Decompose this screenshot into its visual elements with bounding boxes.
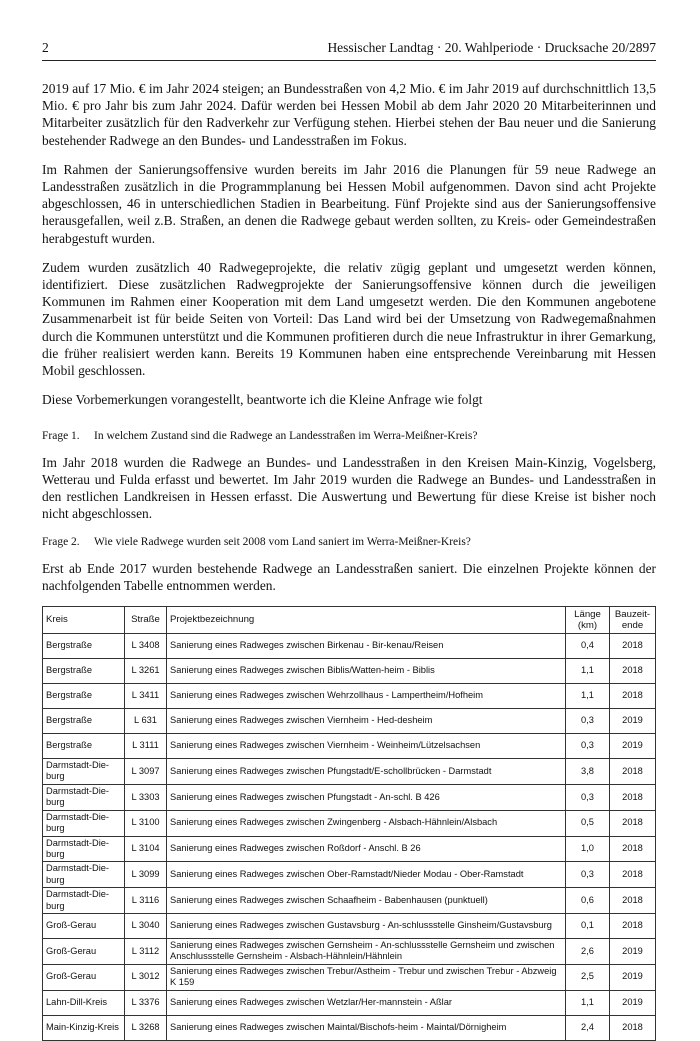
cell-kreis: Bergstraße bbox=[43, 634, 125, 659]
table-header-row bbox=[43, 607, 656, 634]
question-2-label: Frage 2. bbox=[42, 536, 80, 549]
cell-projekt: Sanierung eines Radweges zwischen Birkenau - Bir-kenau/Reisen bbox=[167, 634, 566, 659]
cell-projekt: Sanierung eines Radweges zwischen Pfungstadt - An-schl. B 426 bbox=[167, 784, 566, 810]
cell-kreis: Darmstadt-Die-burg bbox=[43, 862, 125, 888]
document-body bbox=[42, 80, 656, 1041]
cell-bauzeitende: 2018 bbox=[610, 659, 656, 684]
table-row bbox=[43, 709, 656, 734]
cell-kreis: Main-Kinzig-Kreis bbox=[43, 1015, 125, 1040]
cell-strasse: L 3040 bbox=[125, 913, 167, 938]
cell-strasse: L 3411 bbox=[125, 684, 167, 709]
header-strasse: Straße bbox=[125, 607, 167, 634]
cell-bauzeitende: 2018 bbox=[610, 888, 656, 914]
table-row bbox=[43, 990, 656, 1015]
question-1-label: Frage 1. bbox=[42, 430, 80, 443]
cell-strasse: L 631 bbox=[125, 709, 167, 734]
cell-kreis: Groß-Gerau bbox=[43, 964, 125, 990]
paragraph: 2019 auf 17 Mio. € im Jahr 2024 steigen; an Bundesstraßen von 4,2 Mio. € im Jahr 2019 auf durchschnittlich 13,5 Mio. € pro Jahr bis zum Jahr 2024. Dafür werden bei Hessen Mobil ab dem Jahr 2020 20 Mitarbeiterinnen und Mitarbeiter zusätzlich für den Radverkehr zur Verfügung stehen. Hierbei stehen der Bau neuer und die Sanierung bestehender Radwege an den Bundes- und Landesstraßen im Fokus. bbox=[42, 81, 656, 148]
table-row bbox=[43, 810, 656, 836]
cell-laenge: 1,1 bbox=[566, 659, 610, 684]
cell-laenge: 1,1 bbox=[566, 990, 610, 1015]
cell-laenge: 0,3 bbox=[566, 734, 610, 759]
answer-2: Erst ab Ende 2017 wurden bestehende Radwege an Landesstraßen saniert. Die einzelnen Projekte können der nachfolgenden Tabelle entnommen werden. bbox=[42, 560, 656, 593]
cell-kreis: Groß-Gerau bbox=[43, 938, 125, 964]
question-2 bbox=[42, 534, 656, 551]
header-projekt: Projektbezeichnung bbox=[167, 607, 566, 634]
cell-projekt: Sanierung eines Radweges zwischen Trebur/Astheim - Trebur und zwischen Trebur - Abzweig K 159 bbox=[167, 964, 566, 990]
cell-laenge: 0,3 bbox=[566, 862, 610, 888]
answer-1: Im Jahr 2018 wurden die Radwege an Bundes- und Landesstraßen in den Kreisen Main-Kinzig, Vogelsberg, Wetterau und Fulda erfasst und bewertet. Im Jahr 2019 wurden die Radwege an Bundes- und Landesstraßen in den restlichen Landkreisen in Hessen erfasst. Die Auswertung und Bewertung für diese Kreise ist bisher noch nicht abgeschlossen. bbox=[42, 454, 656, 522]
table-row bbox=[43, 964, 656, 990]
cell-bauzeitende: 2019 bbox=[610, 990, 656, 1015]
cell-bauzeitende: 2019 bbox=[610, 734, 656, 759]
cell-projekt: Sanierung eines Radweges zwischen Zwingenberg - Alsbach-Hähnlein/Alsbach bbox=[167, 810, 566, 836]
table-row bbox=[43, 836, 656, 862]
cell-laenge: 0,3 bbox=[566, 784, 610, 810]
cell-bauzeitende: 2018 bbox=[610, 810, 656, 836]
cell-bauzeitende: 2019 bbox=[610, 709, 656, 734]
cell-laenge: 0,1 bbox=[566, 913, 610, 938]
cell-strasse: L 3100 bbox=[125, 810, 167, 836]
cell-projekt: Sanierung eines Radweges zwischen Wehrzollhaus - Lampertheim/Hofheim bbox=[167, 684, 566, 709]
cell-projekt: Sanierung eines Radweges zwischen Schaafheim - Babenhausen (punktuell) bbox=[167, 888, 566, 914]
cell-kreis: Groß-Gerau bbox=[43, 913, 125, 938]
cell-projekt: Sanierung eines Radweges zwischen Viernheim - Weinheim/Lützelsachsen bbox=[167, 734, 566, 759]
cell-bauzeitende: 2018 bbox=[610, 684, 656, 709]
cell-projekt: Sanierung eines Radweges zwischen Viernheim - Hed-desheim bbox=[167, 709, 566, 734]
header-bauzeitende: Bauzeit-ende bbox=[610, 607, 656, 634]
cell-kreis: Bergstraße bbox=[43, 734, 125, 759]
header-laenge: Länge (km) bbox=[566, 607, 610, 634]
page-header bbox=[42, 40, 656, 56]
cell-kreis: Darmstadt-Die-burg bbox=[43, 836, 125, 862]
table-row bbox=[43, 913, 656, 938]
header-kreis: Kreis bbox=[43, 607, 125, 634]
cell-kreis: Darmstadt-Die-burg bbox=[43, 784, 125, 810]
cell-kreis: Darmstadt-Die-burg bbox=[43, 810, 125, 836]
table-row bbox=[43, 862, 656, 888]
cell-laenge: 2,4 bbox=[566, 1015, 610, 1040]
cell-laenge: 1,1 bbox=[566, 684, 610, 709]
cell-laenge: 3,8 bbox=[566, 759, 610, 785]
cell-strasse: L 3261 bbox=[125, 659, 167, 684]
project-table bbox=[42, 606, 656, 1041]
cell-projekt: Sanierung eines Radweges zwischen Maintal/Bischofs-heim - Maintal/Dörnigheim bbox=[167, 1015, 566, 1040]
question-1 bbox=[42, 428, 656, 445]
cell-kreis: Darmstadt-Die-burg bbox=[43, 888, 125, 914]
cell-strasse: L 3376 bbox=[125, 990, 167, 1015]
cell-strasse: L 3268 bbox=[125, 1015, 167, 1040]
cell-strasse: L 3116 bbox=[125, 888, 167, 914]
cell-projekt: Sanierung eines Radweges zwischen Wetzlar/Her-mannstein - Aßlar bbox=[167, 990, 566, 1015]
cell-kreis: Darmstadt-Die-burg bbox=[43, 759, 125, 785]
cell-strasse: L 3112 bbox=[125, 938, 167, 964]
table-row bbox=[43, 938, 656, 964]
cell-bauzeitende: 2018 bbox=[610, 784, 656, 810]
cell-kreis: Bergstraße bbox=[43, 709, 125, 734]
cell-strasse: L 3303 bbox=[125, 784, 167, 810]
header-rule bbox=[42, 60, 656, 61]
document-header-title: Hessischer Landtag · 20. Wahlperiode · Drucksache 20/2897 bbox=[327, 40, 656, 55]
cell-bauzeitende: 2018 bbox=[610, 862, 656, 888]
question-2-text: Wie viele Radwege wurden seit 2008 vom Land saniert im Werra-Meißner-Kreis? bbox=[94, 536, 471, 549]
paragraph: Zudem wurden zusätzlich 40 Radwegeprojekte, die relativ zügig geplant und umgesetzt werden können, identifiziert. Diese zusätzlichen Radwegprojekte der Sanierungsoffensive können durch die jeweiligen Kommunen im Rahmen einer Kooperation mit dem Land umgesetzt werden. Die den Kommunen angebotene Zusammenarbeit ist für beide Seiten von Vorteil: Das Land wird bei der Umsetzung von Radwegemaßnahmen durch die Kommunen unterstützt und die Kommunen profitieren durch die neue Infrastruktur in ihrer Gemarkung, die früher realisiert werden kann. Bereits 19 Kommunen haben eine entsprechende Vereinbarung mit Hessen Mobil geschlossen. bbox=[42, 259, 656, 379]
cell-strasse: L 3012 bbox=[125, 964, 167, 990]
cell-kreis: Bergstraße bbox=[43, 684, 125, 709]
table-row bbox=[43, 684, 656, 709]
cell-bauzeitende: 2018 bbox=[610, 836, 656, 862]
cell-projekt: Sanierung eines Radweges zwischen Gernsheim - An-schlussstelle Gernsheim und zwischen Anschlussstelle Gernsheim - Alsbach-Hähnlein/Hähnlein bbox=[167, 938, 566, 964]
cell-strasse: L 3104 bbox=[125, 836, 167, 862]
cell-kreis: Bergstraße bbox=[43, 659, 125, 684]
table-row bbox=[43, 759, 656, 785]
cell-projekt: Sanierung eines Radweges zwischen Roßdorf - Anschl. B 26 bbox=[167, 836, 566, 862]
cell-projekt: Sanierung eines Radweges zwischen Gustavsburg - An-schlussstelle Ginsheim/Gustavsburg bbox=[167, 913, 566, 938]
table-row bbox=[43, 784, 656, 810]
cell-strasse: L 3097 bbox=[125, 759, 167, 785]
table-row bbox=[43, 1015, 656, 1040]
table-row bbox=[43, 888, 656, 914]
cell-bauzeitende: 2019 bbox=[610, 938, 656, 964]
question-1-text: In welchem Zustand sind die Radwege an Landesstraßen im Werra-Meißner-Kreis? bbox=[94, 430, 478, 443]
cell-laenge: 0,3 bbox=[566, 709, 610, 734]
paragraph: Diese Vorbemerkungen vorangestellt, beantworte ich die Kleine Anfrage wie folgt bbox=[42, 392, 483, 408]
cell-projekt: Sanierung eines Radweges zwischen Pfungstadt/E-schollbrücken - Darmstadt bbox=[167, 759, 566, 785]
cell-projekt: Sanierung eines Radweges zwischen Ober-Ramstadt/Nieder Modau - Ober-Ramstadt bbox=[167, 862, 566, 888]
cell-kreis: Lahn-Dill-Kreis bbox=[43, 990, 125, 1015]
cell-laenge: 2,6 bbox=[566, 938, 610, 964]
cell-bauzeitende: 2018 bbox=[610, 1015, 656, 1040]
cell-bauzeitende: 2018 bbox=[610, 759, 656, 785]
table-row bbox=[43, 734, 656, 759]
cell-bauzeitende: 2019 bbox=[610, 964, 656, 990]
cell-strasse: L 3099 bbox=[125, 862, 167, 888]
cell-laenge: 0,6 bbox=[566, 888, 610, 914]
cell-bauzeitende: 2018 bbox=[610, 634, 656, 659]
cell-projekt: Sanierung eines Radweges zwischen Biblis/Watten-heim - Biblis bbox=[167, 659, 566, 684]
cell-laenge: 1,0 bbox=[566, 836, 610, 862]
table-row bbox=[43, 634, 656, 659]
paragraph: Im Rahmen der Sanierungsoffensive wurden bereits im Jahr 2016 die Planungen für 59 neue Radwege an Landesstraßen zusätzlich in die Programmplanung bei Hessen Mobil aufgenommen. Davon sind acht Projekte abgeschlossen, 46 in unterschiedlichen Stadien in Bearbeitung. Fünf Projekte sind aus der Sanierungsoffensive herausgefallen, weil z.B. Straßen, an denen die Radwege gebaut werden sollten, zu Kreis- oder Gemeindestraßen herabgestuft wurden. bbox=[42, 161, 656, 246]
cell-strasse: L 3111 bbox=[125, 734, 167, 759]
cell-strasse: L 3408 bbox=[125, 634, 167, 659]
cell-laenge: 0,4 bbox=[566, 634, 610, 659]
table-row bbox=[43, 659, 656, 684]
cell-laenge: 2,5 bbox=[566, 964, 610, 990]
cell-bauzeitende: 2018 bbox=[610, 913, 656, 938]
page-number: 2 bbox=[42, 40, 49, 55]
cell-laenge: 0,5 bbox=[566, 810, 610, 836]
